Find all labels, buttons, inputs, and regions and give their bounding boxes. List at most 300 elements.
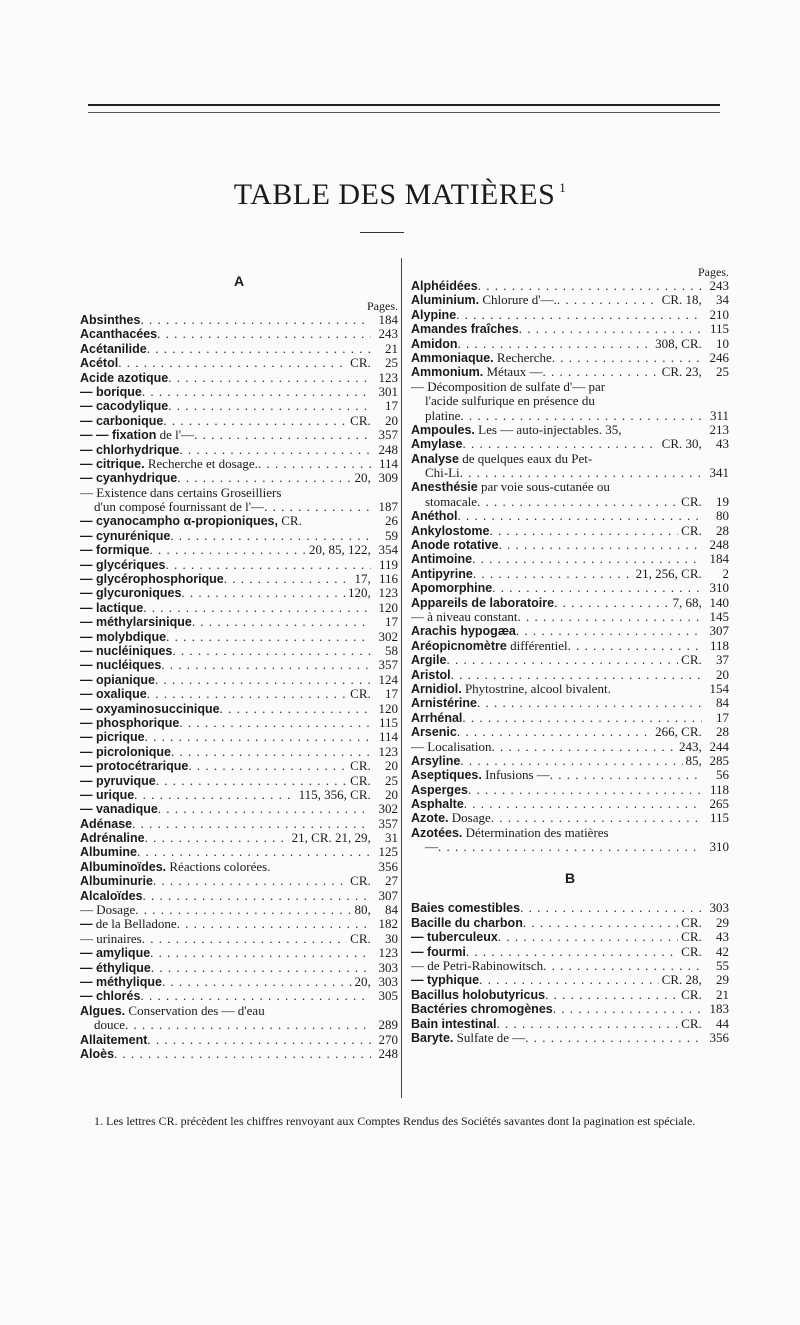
entry-title [80,457,258,471]
index-entry [80,558,398,572]
entry-continuation [80,486,398,500]
index-entry [80,759,398,773]
entry-pages [659,365,729,379]
entry-note: Réactions colorées. [166,859,271,874]
entry-term: — chlorés [80,989,141,1004]
entry-pages [347,687,398,701]
entry-term: Acétanilide [80,341,147,356]
entry-term: — citrique. [80,456,145,471]
entry-term: — glycuroniques [80,586,182,601]
index-entry [411,423,729,437]
entry-title [411,945,466,959]
entry-term: — — fixation [80,428,157,443]
page-number: 37 [716,653,729,668]
page-number: 56 [716,768,729,783]
entry-pages [659,293,729,307]
index-entry [411,973,729,987]
entry-term: Antimoine [411,552,473,567]
index-entry [411,610,729,624]
entry-term: Ammoniaque. [411,350,494,365]
page-number: 29 [716,915,729,930]
footnote-marker: 1 [559,180,567,195]
entry-term: — nucléiniques [80,643,173,658]
entry-pages [371,860,398,874]
page-number: 118 [709,782,729,797]
entry-term: Acide azotique [80,370,169,385]
page-number: 10 [716,336,729,351]
leader-dots [156,774,347,788]
entry-pages [659,973,729,987]
page-number: 265 [709,797,729,812]
entry-pages [371,802,398,816]
entry-pages [371,529,398,543]
entry-note: Les — auto-injectables. 35, [474,422,622,437]
entry-pages [702,901,729,915]
blank-line [411,887,729,901]
entry-pages [670,596,730,610]
entry-term: Apomorphine [411,581,493,596]
entry-refs: CR. [681,523,705,538]
index-entry [80,327,398,341]
index-entry [80,385,398,399]
entry-title [411,293,557,307]
page-number: 183 [709,1002,729,1017]
entry-note: Recherche [493,350,552,365]
leader-dots [155,673,371,687]
page-number: 125 [378,845,398,860]
entry-refs: CR. [681,494,705,509]
entry-title [411,337,458,351]
entry-pages [371,1018,398,1032]
index-entry [411,437,729,451]
index-entry [80,946,398,960]
entry-title [411,783,468,797]
entry-continuation [411,452,729,466]
index-entry [80,1018,398,1032]
page-number: 248 [709,538,729,553]
top-rule-thin [88,112,720,113]
entry-title [80,702,220,716]
leader-dots [132,817,371,831]
index-entry [80,716,398,730]
entry-pages [371,946,398,960]
entry-refs: 266, CR. [655,725,705,740]
entry-term: — borique [80,384,142,399]
index-entry [411,567,729,581]
entry-note: platine [425,408,461,423]
index-entry [80,1047,398,1061]
entry-title [80,615,192,629]
entry-term: Azotées. [411,825,463,840]
page-number: 243 [378,327,398,342]
entry-refs: 17, [354,572,374,587]
entry-term: — urique [80,787,135,802]
entry-pages [702,610,729,624]
page-number: 303 [709,901,729,916]
entry-term: Albuminoïdes. [80,859,167,874]
entry-title [411,524,490,538]
leader-dots [151,961,371,975]
index-entry [80,601,398,615]
leader-dots [161,658,371,672]
entry-title [80,558,165,572]
entry-pages [347,759,398,773]
entry-title [411,1017,496,1031]
entry-refs: CR. [350,931,374,946]
entry-term: Acanthacées [80,327,158,342]
index-entry [411,495,729,509]
leader-dots [177,471,351,485]
entry-term: — amylique [80,946,151,961]
leader-dots [181,586,345,600]
entry-note: — Dosage [80,903,136,918]
leader-dots [192,615,371,629]
index-entry [411,337,729,351]
entry-term: — glycériques [80,557,166,572]
entry-refs: 20, [354,974,374,989]
entry-note: d'un composé fournissant de l'— [94,500,265,515]
page-number: 311 [709,408,729,423]
entry-refs: CR. [350,874,374,889]
page-number: 356 [709,1030,729,1045]
page-number: 28 [716,523,729,538]
leader-dots [523,916,678,930]
entry-title [411,538,499,552]
page-number: 307 [378,888,398,903]
entry-term: Allaitement [80,1032,148,1047]
page-number: 310 [709,840,729,855]
entry-title [80,327,157,341]
entry-term: — fourmi [411,944,466,959]
entry-pages [296,788,398,802]
entry-pages [345,586,398,600]
page-number: 123 [378,744,398,759]
entry-pages [371,1033,398,1047]
entry-term: — phosphorique [80,715,180,730]
entry-pages [683,754,730,768]
index-entry [80,975,398,989]
leader-dots [545,988,678,1002]
page-number: 25 [385,356,398,371]
entry-term: Anesthésie [411,480,478,495]
entry-title [411,596,554,610]
leader-dots [456,308,702,322]
index-entry [411,524,729,538]
leader-dots [143,601,371,615]
index-entries-left [80,313,398,1061]
entry-note: Phytostrine, alcool bivalent. [461,681,611,696]
entry-title [411,365,542,379]
entry-refs: CR. 18, [661,293,705,308]
entry-pages [371,989,398,1003]
index-entry [80,457,398,471]
index-entry [411,945,729,959]
entry-title [80,946,150,960]
page-number: 17 [385,399,398,414]
entry-term: Alphéidées [411,279,478,293]
entry-term: — opianique [80,672,155,687]
leader-dots [140,989,371,1003]
entry-term: Adénase [80,816,133,831]
leader-dots [157,327,371,341]
entry-title [411,797,464,811]
page-number: 145 [709,609,729,624]
leader-dots [460,409,702,423]
entry-term: Antipyrine [411,566,473,581]
leader-dots [462,437,658,451]
entry-note: l'acide sulfurique en présence du [425,394,595,409]
entry-term: Ankylostome [411,523,490,538]
page-number: 354 [378,543,398,558]
index-entry [411,811,729,825]
entry-title [80,932,142,946]
index-entry [411,768,729,782]
entry-title [411,740,492,754]
entry-term: Anéthol [411,509,458,524]
entry-title [80,673,155,687]
entry-title [411,711,462,725]
entry-pages [702,682,729,696]
leader-dots [460,754,682,768]
entry-title [411,639,568,653]
page-number: 84 [385,903,398,918]
index-entry [411,653,729,667]
page-number: 210 [709,307,729,322]
entry-title [80,989,140,1003]
entry-title [80,860,270,874]
entry-term: Asphalte [411,797,464,812]
entry-title [411,668,451,682]
entry-note: différentiel [506,638,568,653]
entry-title [80,917,177,931]
entry-title [80,529,170,543]
index-entry [411,668,729,682]
entry-term: — picrique [80,730,145,745]
entry-pages [371,730,398,744]
index-entry [80,428,398,442]
entry-refs: 7, 68, [672,595,705,610]
entry-title [80,1047,114,1061]
entry-pages [702,959,729,973]
blank-line [411,855,729,869]
entry-note: — de Petri-Rabinowitsch [411,958,544,973]
leader-dots [519,322,702,336]
entry-title [411,725,457,739]
entry-pages [371,845,398,859]
leader-dots [147,687,347,701]
index-entry [411,711,729,725]
entry-note: CR. [277,514,302,529]
entry-pages [678,653,729,667]
entry-pages [371,558,398,572]
page-number: 140 [709,595,729,610]
page-number: 17 [385,615,398,630]
entry-refs: CR. [681,930,705,945]
entry-term: Aluminium. [411,293,480,308]
index-entry [411,581,729,595]
page-number: 356 [378,859,398,874]
page-number: 20 [385,759,398,774]
leader-dots [264,500,371,514]
index-entry [411,1017,729,1031]
entry-refs: CR. [350,773,374,788]
entry-pages [702,279,729,293]
entry-note: — à niveau constant [411,609,518,624]
entry-refs: CR. 30, [661,437,705,452]
entry-term: — [80,917,93,932]
entry-pages [702,351,729,365]
entry-note: Infusions — [481,768,550,783]
page-number: 42 [716,944,729,959]
entry-pages [702,696,729,710]
entry-term: — carbonique [80,413,164,428]
right-column [411,250,729,1045]
entry-note: Dosage [448,811,491,826]
page-number: 303 [378,974,398,989]
page-number: 184 [378,313,398,327]
entry-pages [371,644,398,658]
page-number: 19 [716,494,729,509]
page-number: 114 [378,456,398,471]
leader-dots [553,1002,702,1016]
entry-title [411,930,498,944]
entry-note: — [425,840,438,855]
entry-title [80,471,177,485]
leader-dots [179,443,371,457]
entry-pages [678,945,729,959]
entry-term: Arsyline [411,753,461,768]
entry-term: — cyanhydrique [80,471,178,486]
entry-refs: 80, [354,903,374,918]
index-entry [80,817,398,831]
entry-term: Algues. [80,1003,126,1018]
entry-pages [702,797,729,811]
entry-pages [347,414,398,428]
page-number: 80 [716,509,729,524]
page-number: 289 [378,1018,398,1033]
leader-dots [446,653,678,667]
page-number: 120 [378,600,398,615]
entry-title [80,543,149,557]
entry-pages [371,673,398,687]
entry-refs: 21, 256, CR. [635,566,705,581]
index-entry [80,889,398,903]
leader-dots [194,428,371,442]
leader-dots [496,1017,678,1031]
index-entry [80,788,398,802]
entry-pages [676,740,729,754]
page-number: 307 [709,624,729,639]
entry-term: — oxalique [80,687,147,702]
entry-pages [352,903,399,917]
page-number: 357 [378,816,398,831]
index-entry [411,308,729,322]
entry-pages [659,437,729,451]
entry-pages [702,538,729,552]
entry-note: — Localisation [411,739,492,754]
entry-title [80,1033,147,1047]
leader-dots [525,1031,702,1045]
page-number: 187 [378,500,398,515]
entry-pages [371,457,398,471]
leader-dots [458,509,702,523]
entry-title [80,428,194,442]
entry-term: Amidon [411,336,458,351]
entry-title [425,495,477,509]
index-entry [80,687,398,701]
entry-term: Alypine [411,307,457,322]
index-entry [80,443,398,457]
entry-refs: CR. [681,944,705,959]
leader-dots [224,572,352,586]
index-entry [80,615,398,629]
leader-dots [118,356,347,370]
page-number: 30 [385,931,398,946]
entry-continuation [411,394,729,408]
leader-dots [145,831,289,845]
index-entry [411,696,729,710]
entry-title [80,774,156,788]
page-title-text: TABLE DES MATIÈRES [233,178,556,211]
index-entry [411,754,729,768]
entry-title [80,414,163,428]
page-number: 115 [709,322,729,337]
leader-dots [188,759,347,773]
leader-dots [134,788,295,802]
leader-dots [477,495,678,509]
entry-pages [352,975,399,989]
entry-note: de quelques eaux du Pet- [458,451,593,466]
page-number: 246 [709,350,729,365]
page-number: 357 [378,658,398,673]
leader-dots [462,711,702,725]
leader-dots [147,342,371,356]
entry-title [411,581,492,595]
entry-pages [371,342,398,356]
entry-pages [371,371,398,385]
page-number: 2 [722,566,729,581]
leader-dots [543,959,702,973]
entry-term: Amandes fraîches [411,322,519,337]
entry-term: — oxyaminosuccinique [80,701,220,716]
index-entries-right [411,279,729,1045]
leader-dots [477,696,702,710]
index-entry [80,630,398,644]
index-entry [80,500,398,514]
entry-pages [371,702,398,716]
entry-pages [678,524,729,538]
entry-title [80,443,179,457]
leader-dots [458,337,653,351]
entry-pages [352,471,399,485]
page-number: 59 [385,528,398,543]
page-number: 302 [378,629,398,644]
index-entry [80,673,398,687]
index-entry [80,356,398,370]
index-entry [80,586,398,600]
entry-term: Arachis hypogæa [411,624,516,639]
entry-refs: CR. 28, [661,973,705,988]
leader-dots [153,874,347,888]
entry-term: Appareils de laboratoire [411,595,555,610]
entry-term: Baies comestibles [411,901,521,916]
index-entry [80,514,398,528]
page-number: 303 [378,960,398,975]
entry-term: Aréopicnomètre [411,638,507,653]
index-entry [411,596,729,610]
entry-title [80,889,143,903]
entry-pages [371,601,398,615]
